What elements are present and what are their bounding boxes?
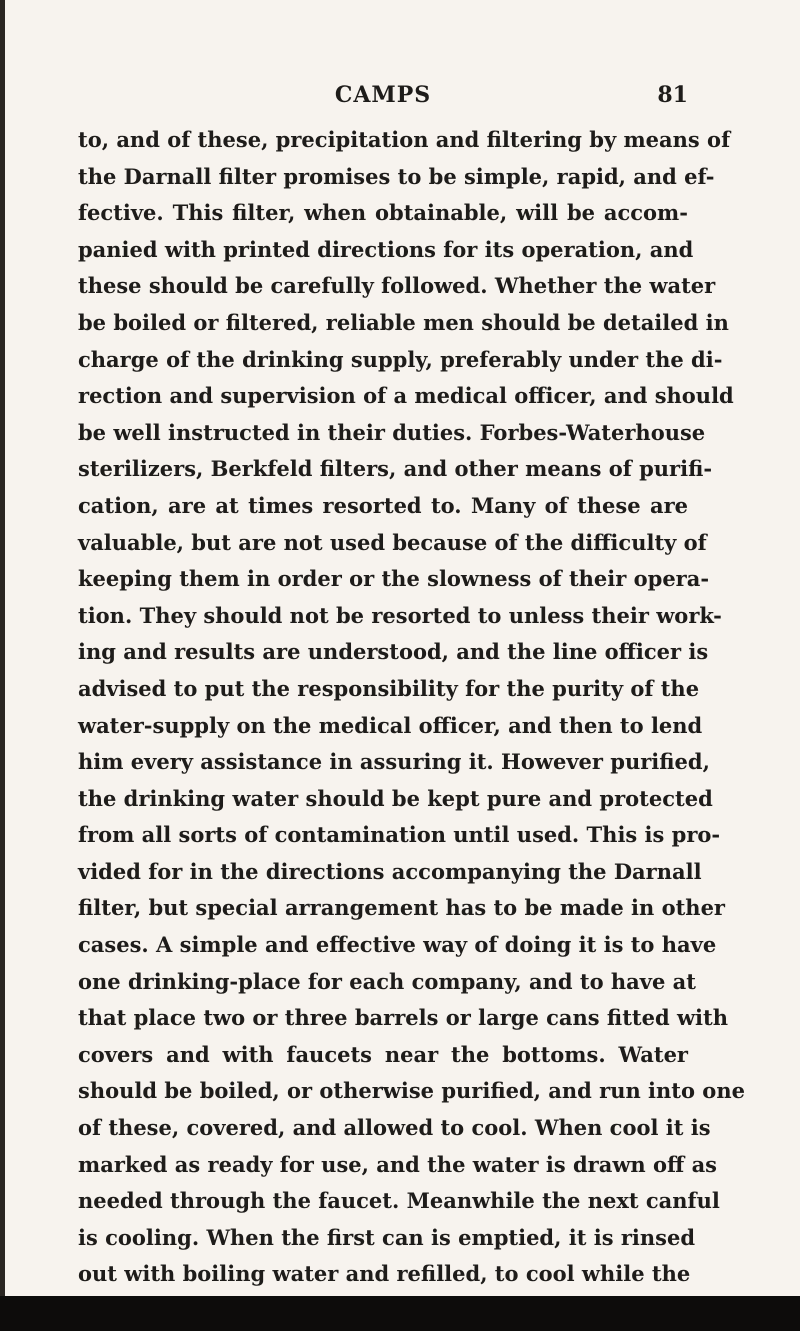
text-line: from all sorts of contamination until used. This is pro-	[78, 822, 721, 848]
text-line: needed through the faucet. Meanwhile the next canful	[78, 1188, 720, 1214]
text-line: sterilizers, Berkfeld filters, and other means of purifi-	[78, 456, 713, 482]
text-line: should be boiled, or otherwise purified, and run into one	[78, 1078, 745, 1104]
text-line: filter, but special arrangement has to be made in other	[78, 895, 725, 921]
text-line: charge of the drinking supply, preferably under the di-	[78, 346, 723, 372]
text-line: marked as ready for use, and the water is drawn off as	[78, 1151, 717, 1177]
text-line: water-supply on the medical officer, and then to lend	[78, 712, 703, 738]
body-text	[78, 122, 745, 1330]
text-line: valuable, but are not used because of the difficulty of	[78, 529, 707, 555]
text-line: covers and with faucets near the bottoms. Water	[78, 1041, 688, 1067]
text-line: of these, covered, and allowed to cool. When cool it is	[78, 1115, 711, 1141]
text-line: one drinking-place for each company, and to have at	[78, 968, 696, 994]
page-number: 81	[657, 82, 688, 108]
text-line: ing and results are understood, and the line officer is	[78, 639, 709, 665]
text-line: advised to put the responsibility for the purity of the	[78, 675, 700, 701]
text-line: out with boiling water and refilled, to cool while the	[78, 1261, 691, 1287]
text-line: fective. This filter, when obtainable, will be accom-	[78, 200, 688, 226]
text-line: be boiled or filtered, reliable men should be detailed in	[78, 309, 729, 335]
text-line: keeping them in order or the slowness of their opera-	[78, 566, 710, 592]
scan-bottom-edge	[0, 1296, 800, 1331]
text-line: these should be carefully followed. Whether the water	[78, 273, 716, 299]
text-line: panied with printed directions for its operation, and	[78, 236, 694, 262]
text-line: is cooling. When the first can is emptied, it is rinsed	[78, 1224, 696, 1250]
text-line: rection and supervision of a medical officer, and should	[78, 383, 734, 409]
text-line: cation, are at times resorted to. Many of these are	[78, 492, 688, 518]
text-line: the Darnall filter promises to be simple, rapid, and ef-	[78, 163, 715, 189]
running-head	[78, 82, 688, 114]
text-line: cases. A simple and effective way of doing it is to have	[78, 932, 717, 958]
running-title: CAMPS	[334, 82, 432, 108]
text-line: to, and of these, precipitation and filtering by means of	[78, 127, 731, 152]
text-line: tion. They should not be resorted to unless their work-	[78, 602, 722, 628]
text-line: the drinking water should be kept pure and protected	[78, 785, 713, 811]
text-line: that place two or three barrels or large cans fitted with	[78, 1005, 728, 1031]
text-line: be well instructed in their duties. Forbes-Waterhouse	[78, 419, 706, 445]
text-line: vided for in the directions accompanying the Darnall	[78, 858, 702, 884]
text-line: him every assistance in assuring it. However purified,	[78, 749, 710, 775]
